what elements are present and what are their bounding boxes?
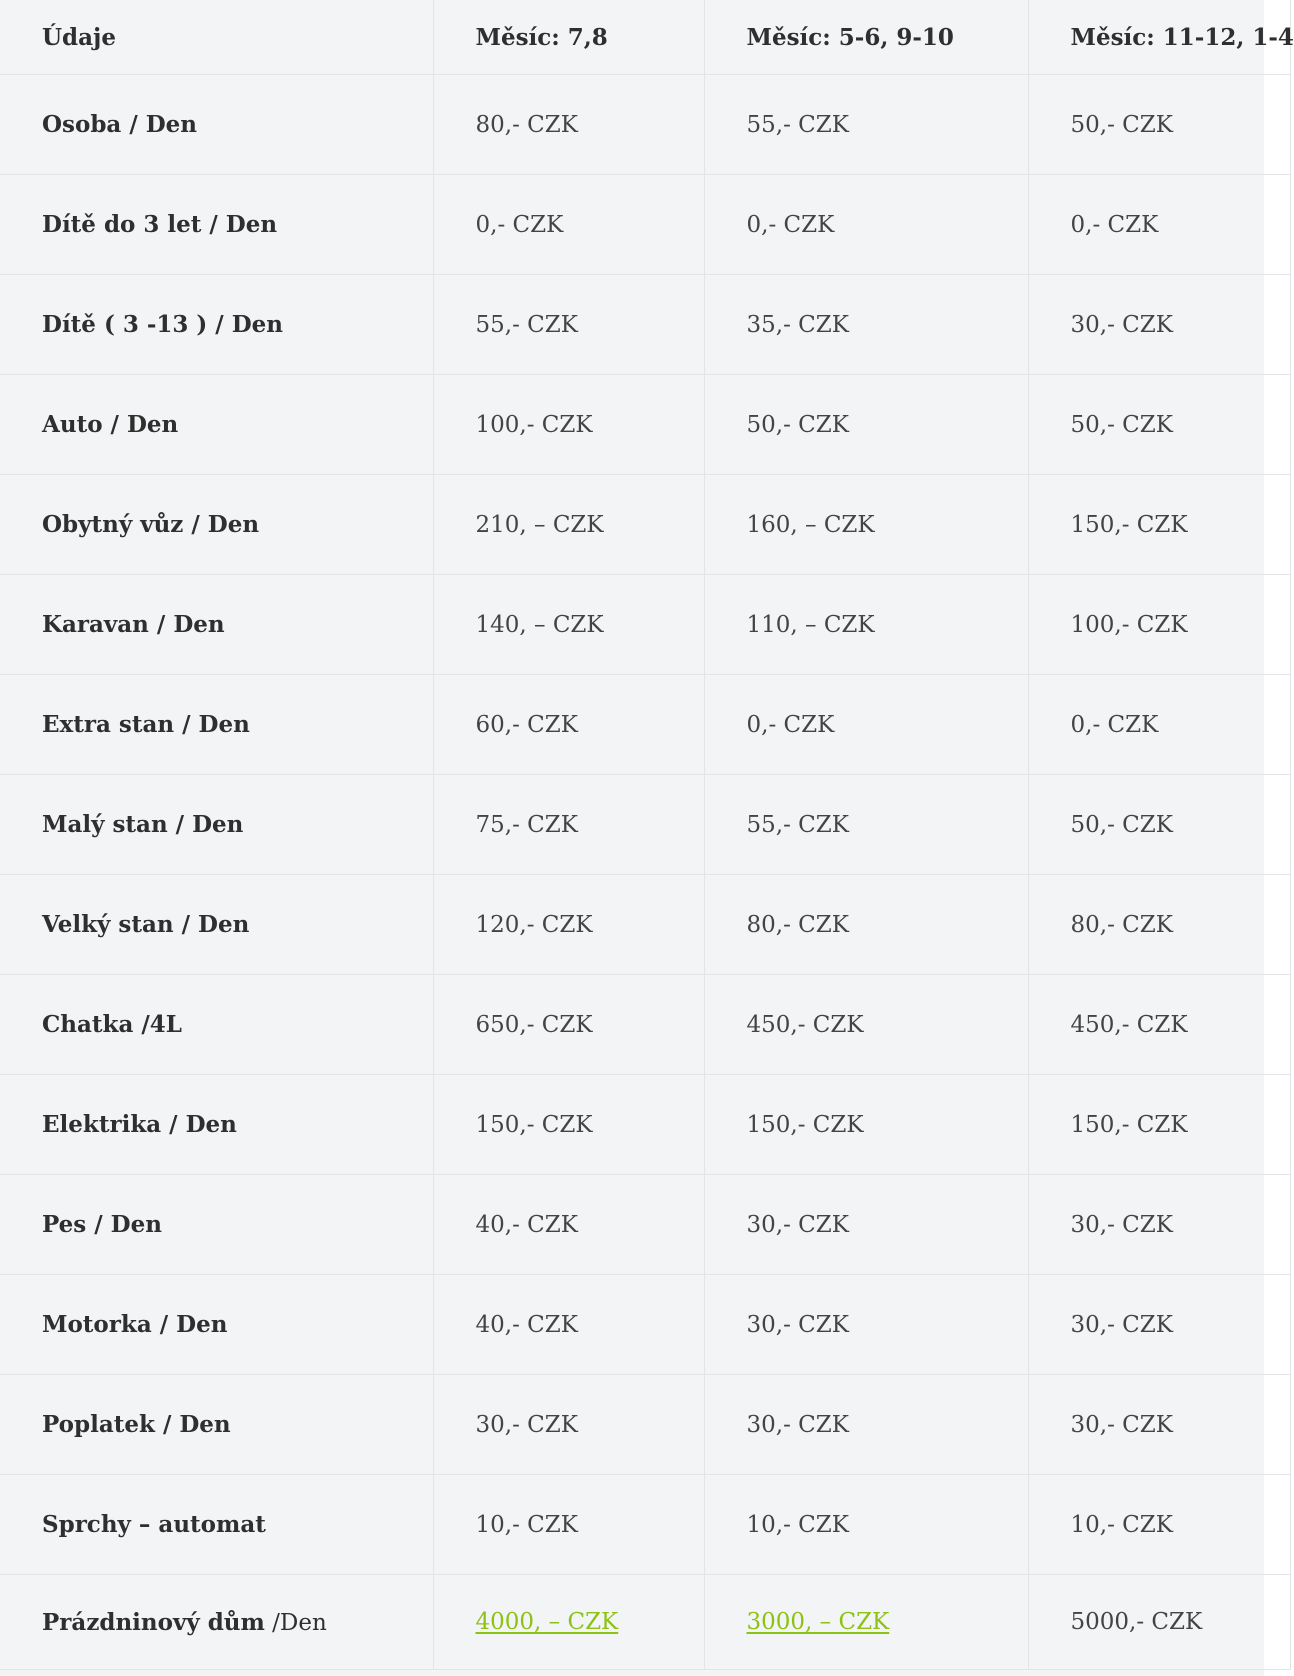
price-cell: 50,- CZK	[1028, 775, 1290, 875]
row-label-cell	[0, 75, 433, 175]
row-label-cell	[0, 975, 433, 1075]
price-cell: 40,- CZK	[433, 1175, 704, 1275]
price-table-header	[0, 0, 1294, 75]
row-label: Motorka / Den	[42, 1311, 228, 1338]
row-label: Sprchy – automat	[42, 1511, 266, 1538]
price-cell: 30,- CZK	[433, 1375, 704, 1475]
row-label-cell	[0, 1075, 433, 1175]
price-cell: 30,- CZK	[1028, 1275, 1290, 1375]
row-label: Malý stan / Den	[42, 811, 244, 838]
table-row	[0, 575, 1290, 675]
table-row	[0, 1175, 1290, 1275]
price-cell: 120,- CZK	[433, 875, 704, 975]
price-cell: 55,- CZK	[704, 75, 1028, 175]
price-cell: 30,- CZK	[704, 1175, 1028, 1275]
header-cell-udaje: Údaje	[0, 0, 433, 75]
price-cell: 100,- CZK	[433, 375, 704, 475]
price-table-body	[0, 75, 1290, 1670]
price-cell: 150,- CZK	[433, 1075, 704, 1175]
row-label-cell	[0, 1575, 433, 1670]
price-cell: 150,- CZK	[704, 1075, 1028, 1175]
price-cell: 50,- CZK	[704, 375, 1028, 475]
row-label-cell	[0, 575, 433, 675]
price-cell: 30,- CZK	[1028, 1175, 1290, 1275]
price-cell: 30,- CZK	[1028, 275, 1290, 375]
row-label: Osoba / Den	[42, 111, 198, 138]
row-label-cell	[0, 1275, 433, 1375]
table-row	[0, 675, 1290, 775]
row-label-cell	[0, 275, 433, 375]
price-cell: 80,- CZK	[433, 75, 704, 175]
price-cell: 30,- CZK	[704, 1275, 1028, 1375]
table-row	[0, 1375, 1290, 1475]
price-cell: 55,- CZK	[704, 775, 1028, 875]
price-cell: 50,- CZK	[1028, 375, 1290, 475]
row-label: Dítě ( 3 -13 ) / Den	[42, 311, 284, 338]
price-cell: 5000,- CZK	[1028, 1575, 1290, 1670]
price-cell: 10,- CZK	[704, 1475, 1028, 1575]
price-cell: 150,- CZK	[1028, 475, 1290, 575]
price-cell: 100,- CZK	[1028, 575, 1290, 675]
price-cell: 110, – CZK	[704, 575, 1028, 675]
price-cell: 0,- CZK	[704, 675, 1028, 775]
price-cell: 80,- CZK	[704, 875, 1028, 975]
price-cell: 0,- CZK	[1028, 675, 1290, 775]
price-cell: 0,- CZK	[433, 175, 704, 275]
price-cell	[704, 1575, 1028, 1670]
table-row	[0, 875, 1290, 975]
row-label-cell	[0, 1475, 433, 1575]
header-cell-season-summer: Měsíc: 7,8	[433, 0, 704, 75]
row-label-cell	[0, 675, 433, 775]
price-cell: 30,- CZK	[1028, 1375, 1290, 1475]
table-row	[0, 1575, 1290, 1670]
header-cell-season-winter: Měsíc: 11-12, 1-4	[1028, 0, 1290, 75]
price-cell: 55,- CZK	[433, 275, 704, 375]
table-row	[0, 375, 1290, 475]
row-label-cell	[0, 175, 433, 275]
price-cell: 80,- CZK	[1028, 875, 1290, 975]
row-label: Velký stan / Den	[42, 911, 250, 938]
price-cell: 210, – CZK	[433, 475, 704, 575]
row-label-cell	[0, 1175, 433, 1275]
row-label: Chatka /4L	[42, 1011, 182, 1038]
row-label: Elektrika / Den	[42, 1111, 237, 1138]
price-cell: 0,- CZK	[1028, 175, 1290, 275]
row-label: Auto / Den	[42, 411, 179, 438]
row-label-cell	[0, 875, 433, 975]
price-cell: 10,- CZK	[1028, 1475, 1290, 1575]
table-row	[0, 1275, 1290, 1375]
price-cell: 35,- CZK	[704, 275, 1028, 375]
table-row	[0, 275, 1290, 375]
table-row	[0, 1075, 1290, 1175]
row-label-cell	[0, 1375, 433, 1475]
price-cell	[433, 1575, 704, 1670]
table-row	[0, 475, 1290, 575]
price-cell: 140, – CZK	[433, 575, 704, 675]
price-cell: 75,- CZK	[433, 775, 704, 875]
row-label-cell	[0, 475, 433, 575]
row-label: Pes / Den	[42, 1211, 162, 1238]
row-label: Poplatek / Den	[42, 1411, 231, 1438]
price-cell: 650,- CZK	[433, 975, 704, 1075]
row-label-cell	[0, 775, 433, 875]
price-cell: 50,- CZK	[1028, 75, 1290, 175]
price-link[interactable]: 4000, – CZK	[475, 1609, 619, 1635]
table-row	[0, 75, 1290, 175]
row-label-cell	[0, 375, 433, 475]
row-label: Extra stan / Den	[42, 711, 250, 738]
price-cell: 40,- CZK	[433, 1275, 704, 1375]
price-cell: 0,- CZK	[704, 175, 1028, 275]
header-cell-season-shoulder: Měsíc: 5-6, 9-10	[704, 0, 1028, 75]
price-cell: 450,- CZK	[1028, 975, 1290, 1075]
table-row	[0, 175, 1290, 275]
table-row	[0, 975, 1290, 1075]
table-row	[0, 1475, 1290, 1575]
price-cell: 150,- CZK	[1028, 1075, 1290, 1175]
row-label: Obytný vůz / Den	[42, 511, 260, 538]
row-label: Karavan / Den	[42, 611, 225, 638]
price-link[interactable]: 3000, – CZK	[746, 1609, 890, 1635]
price-cell: 160, – CZK	[704, 475, 1028, 575]
header-row	[0, 0, 1290, 75]
price-cell: 60,- CZK	[433, 675, 704, 775]
row-label-suffix: /Den	[264, 1609, 327, 1636]
row-label: Prázdninový dům	[42, 1608, 265, 1636]
price-cell: 30,- CZK	[704, 1375, 1028, 1475]
row-label: Dítě do 3 let / Den	[42, 211, 278, 238]
price-cell: 450,- CZK	[704, 975, 1028, 1075]
price-cell: 10,- CZK	[433, 1475, 704, 1575]
table-row	[0, 775, 1290, 875]
